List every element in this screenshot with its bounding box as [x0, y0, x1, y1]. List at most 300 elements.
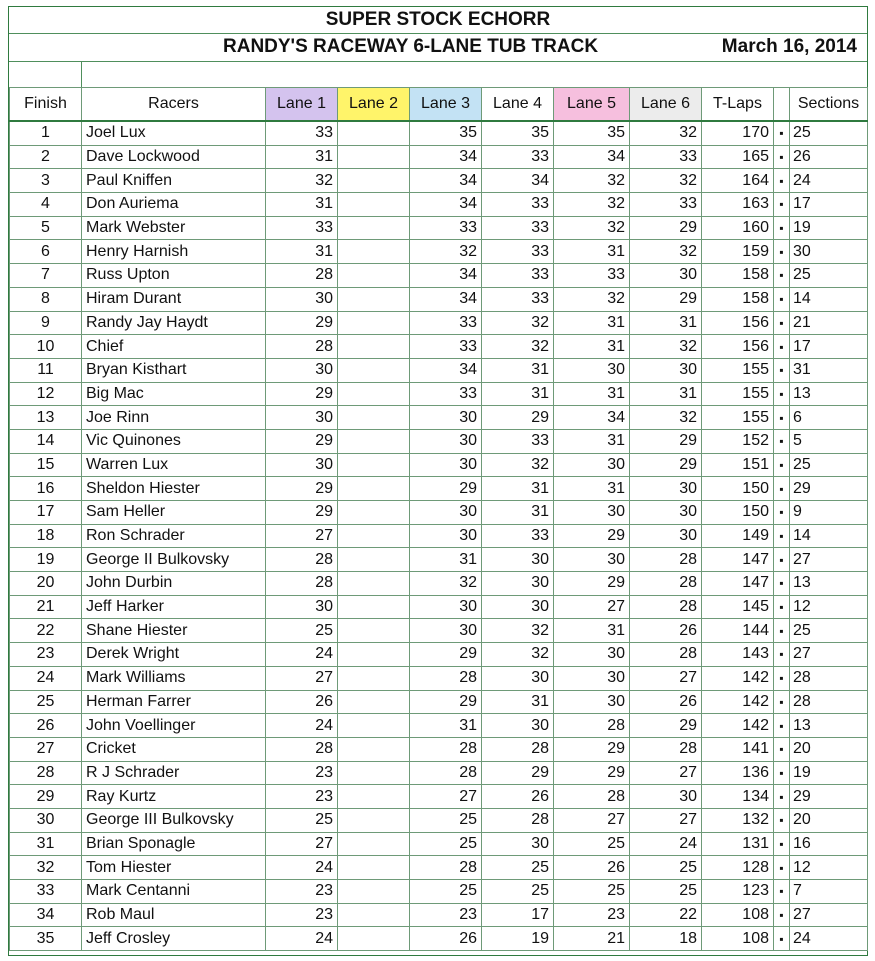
racer-name-cell: George III Bulkovsky [82, 808, 266, 832]
racer-name-cell: Warren Lux [82, 453, 266, 477]
lane-3-cell: 26 [410, 927, 482, 951]
racer-name-cell: Dave Lockwood [82, 145, 266, 169]
table-row [10, 714, 868, 738]
lane-3-cell: 28 [410, 761, 482, 785]
lane-4-cell: 30 [482, 714, 554, 738]
finish-cell: 8 [10, 287, 82, 311]
lane-4-cell: 32 [482, 643, 554, 667]
racer-name-cell: Henry Harnish [82, 240, 266, 264]
lane-5-cell: 30 [554, 643, 630, 667]
racer-name-cell: Big Mac [82, 382, 266, 406]
lane-2-cell [338, 785, 410, 809]
lane-1-cell: 29 [266, 311, 338, 335]
table-row [10, 429, 868, 453]
lane-1-cell: 24 [266, 643, 338, 667]
tlaps-cell: 156 [702, 335, 774, 359]
lane-4-cell: 30 [482, 832, 554, 856]
lane-2-cell [338, 927, 410, 951]
finish-cell: 24 [10, 666, 82, 690]
tlaps-cell: 142 [702, 690, 774, 714]
separator-cell: ▪ [774, 501, 790, 525]
lane-3-cell: 33 [410, 335, 482, 359]
sections-cell: 14 [790, 524, 868, 548]
lane-3-cell: 33 [410, 311, 482, 335]
racer-name-cell: Jeff Harker [82, 595, 266, 619]
lane-5-cell: 30 [554, 548, 630, 572]
racer-name-cell: Derek Wright [82, 643, 266, 667]
tlaps-cell: 170 [702, 121, 774, 145]
sections-cell: 13 [790, 714, 868, 738]
lane-4-cell: 35 [482, 121, 554, 145]
sections-cell: 28 [790, 666, 868, 690]
table-row [10, 619, 868, 643]
racer-name-cell: John Voellinger [82, 714, 266, 738]
spacer-row [9, 61, 867, 88]
lane-1-cell: 25 [266, 808, 338, 832]
finish-cell: 12 [10, 382, 82, 406]
sections-cell: 26 [790, 145, 868, 169]
lane-4-cell: 33 [482, 264, 554, 288]
lane-5-cell: 30 [554, 690, 630, 714]
sections-cell: 12 [790, 595, 868, 619]
separator-cell: ▪ [774, 880, 790, 904]
lane-6-cell: 33 [630, 193, 702, 217]
lane-6-cell: 26 [630, 690, 702, 714]
finish-cell: 32 [10, 856, 82, 880]
table-row [10, 761, 868, 785]
sections-cell: 6 [790, 406, 868, 430]
sections-cell: 13 [790, 572, 868, 596]
sections-cell: 16 [790, 832, 868, 856]
finish-cell: 20 [10, 572, 82, 596]
lane-3-cell: 34 [410, 145, 482, 169]
racer-name-cell: Brian Sponagle [82, 832, 266, 856]
col-lane-6: Lane 6 [630, 88, 702, 122]
separator-cell: ▪ [774, 216, 790, 240]
finish-cell: 31 [10, 832, 82, 856]
separator-cell: ▪ [774, 453, 790, 477]
col-lane-4: Lane 4 [482, 88, 554, 122]
lane-5-cell: 31 [554, 311, 630, 335]
lane-1-cell: 23 [266, 785, 338, 809]
separator-cell: ▪ [774, 619, 790, 643]
lane-3-cell: 28 [410, 856, 482, 880]
sections-cell: 31 [790, 358, 868, 382]
lane-3-cell: 34 [410, 287, 482, 311]
separator-cell: ▪ [774, 406, 790, 430]
lane-2-cell [338, 287, 410, 311]
table-row [10, 548, 868, 572]
sections-cell: 12 [790, 856, 868, 880]
lane-3-cell: 30 [410, 524, 482, 548]
lane-5-cell: 28 [554, 785, 630, 809]
sections-cell: 29 [790, 477, 868, 501]
lane-6-cell: 29 [630, 216, 702, 240]
lane-1-cell: 28 [266, 572, 338, 596]
tlaps-cell: 142 [702, 714, 774, 738]
table-row [10, 193, 868, 217]
racer-name-cell: Hiram Durant [82, 287, 266, 311]
finish-cell: 26 [10, 714, 82, 738]
lane-6-cell: 32 [630, 406, 702, 430]
lane-1-cell: 24 [266, 714, 338, 738]
lane-4-cell: 30 [482, 572, 554, 596]
lane-3-cell: 25 [410, 808, 482, 832]
lane-1-cell: 25 [266, 619, 338, 643]
lane-4-cell: 30 [482, 595, 554, 619]
table-row [10, 287, 868, 311]
lane-2-cell [338, 643, 410, 667]
lane-5-cell: 32 [554, 193, 630, 217]
racer-name-cell: Russ Upton [82, 264, 266, 288]
finish-cell: 6 [10, 240, 82, 264]
results-sheet [8, 6, 868, 956]
results-table [9, 87, 868, 951]
finish-cell: 29 [10, 785, 82, 809]
tlaps-cell: 147 [702, 572, 774, 596]
tlaps-cell: 158 [702, 287, 774, 311]
table-row [10, 240, 868, 264]
lane-5-cell: 31 [554, 335, 630, 359]
tlaps-cell: 150 [702, 477, 774, 501]
lane-5-cell: 25 [554, 832, 630, 856]
lane-1-cell: 30 [266, 406, 338, 430]
lane-2-cell [338, 572, 410, 596]
lane-2-cell [338, 406, 410, 430]
lane-4-cell: 32 [482, 335, 554, 359]
separator-cell: ▪ [774, 382, 790, 406]
lane-3-cell: 34 [410, 358, 482, 382]
lane-5-cell: 30 [554, 501, 630, 525]
lane-1-cell: 27 [266, 524, 338, 548]
lane-4-cell: 29 [482, 406, 554, 430]
separator-cell: ▪ [774, 856, 790, 880]
lane-2-cell [338, 121, 410, 145]
lane-3-cell: 32 [410, 240, 482, 264]
finish-cell: 18 [10, 524, 82, 548]
separator-cell: ▪ [774, 572, 790, 596]
finish-cell: 27 [10, 737, 82, 761]
lane-1-cell: 31 [266, 145, 338, 169]
sections-cell: 25 [790, 264, 868, 288]
tlaps-cell: 108 [702, 927, 774, 951]
table-row [10, 690, 868, 714]
tlaps-cell: 147 [702, 548, 774, 572]
lane-3-cell: 28 [410, 737, 482, 761]
lane-3-cell: 27 [410, 785, 482, 809]
lane-3-cell: 30 [410, 501, 482, 525]
racer-name-cell: George II Bulkovsky [82, 548, 266, 572]
tlaps-cell: 128 [702, 856, 774, 880]
separator-cell: ▪ [774, 524, 790, 548]
lane-1-cell: 30 [266, 287, 338, 311]
lane-4-cell: 33 [482, 216, 554, 240]
table-row [10, 145, 868, 169]
tlaps-cell: 131 [702, 832, 774, 856]
table-row [10, 169, 868, 193]
sections-cell: 13 [790, 382, 868, 406]
table-row [10, 643, 868, 667]
lane-5-cell: 34 [554, 406, 630, 430]
lane-4-cell: 31 [482, 690, 554, 714]
finish-cell: 34 [10, 903, 82, 927]
table-row [10, 595, 868, 619]
lane-3-cell: 29 [410, 690, 482, 714]
lane-1-cell: 30 [266, 453, 338, 477]
tlaps-cell: 155 [702, 382, 774, 406]
lane-4-cell: 26 [482, 785, 554, 809]
lane-2-cell [338, 358, 410, 382]
lane-5-cell: 29 [554, 737, 630, 761]
separator-cell: ▪ [774, 145, 790, 169]
lane-3-cell: 30 [410, 453, 482, 477]
tlaps-cell: 136 [702, 761, 774, 785]
lane-4-cell: 32 [482, 619, 554, 643]
sections-cell: 24 [790, 169, 868, 193]
table-row [10, 927, 868, 951]
lane-6-cell: 31 [630, 382, 702, 406]
tlaps-cell: 163 [702, 193, 774, 217]
finish-cell: 16 [10, 477, 82, 501]
sections-cell: 27 [790, 548, 868, 572]
lane-4-cell: 33 [482, 193, 554, 217]
lane-6-cell: 30 [630, 477, 702, 501]
separator-cell: ▪ [774, 477, 790, 501]
tlaps-cell: 143 [702, 643, 774, 667]
lane-6-cell: 27 [630, 808, 702, 832]
tlaps-cell: 152 [702, 429, 774, 453]
racer-name-cell: Joel Lux [82, 121, 266, 145]
racer-name-cell: Mark Centanni [82, 880, 266, 904]
lane-2-cell [338, 832, 410, 856]
lane-2-cell [338, 477, 410, 501]
lane-2-cell [338, 880, 410, 904]
finish-cell: 22 [10, 619, 82, 643]
finish-cell: 2 [10, 145, 82, 169]
lane-3-cell: 25 [410, 832, 482, 856]
lane-3-cell: 30 [410, 595, 482, 619]
lane-3-cell: 31 [410, 548, 482, 572]
table-row [10, 121, 868, 145]
lane-1-cell: 29 [266, 477, 338, 501]
racer-name-cell: Joe Rinn [82, 406, 266, 430]
tlaps-cell: 155 [702, 358, 774, 382]
lane-6-cell: 30 [630, 524, 702, 548]
race-date: March 16, 2014 [721, 36, 857, 57]
lane-3-cell: 23 [410, 903, 482, 927]
lane-4-cell: 33 [482, 145, 554, 169]
racer-name-cell: Mark Williams [82, 666, 266, 690]
table-row [10, 785, 868, 809]
lane-3-cell: 33 [410, 216, 482, 240]
table-row [10, 358, 868, 382]
tlaps-cell: 132 [702, 808, 774, 832]
racer-name-cell: Don Auriema [82, 193, 266, 217]
lane-1-cell: 29 [266, 501, 338, 525]
separator-cell: ▪ [774, 287, 790, 311]
sections-cell: 24 [790, 927, 868, 951]
lane-6-cell: 30 [630, 501, 702, 525]
table-row [10, 524, 868, 548]
separator-cell: ▪ [774, 690, 790, 714]
lane-6-cell: 30 [630, 785, 702, 809]
lane-2-cell [338, 240, 410, 264]
lane-3-cell: 34 [410, 193, 482, 217]
racer-name-cell: Ron Schrader [82, 524, 266, 548]
lane-5-cell: 30 [554, 358, 630, 382]
lane-4-cell: 30 [482, 666, 554, 690]
lane-2-cell [338, 311, 410, 335]
separator-cell: ▪ [774, 311, 790, 335]
lane-2-cell [338, 524, 410, 548]
lane-2-cell [338, 903, 410, 927]
lane-1-cell: 28 [266, 548, 338, 572]
lane-6-cell: 32 [630, 335, 702, 359]
tlaps-cell: 149 [702, 524, 774, 548]
separator-cell: ▪ [774, 193, 790, 217]
finish-cell: 15 [10, 453, 82, 477]
lane-4-cell: 19 [482, 927, 554, 951]
sections-cell: 17 [790, 335, 868, 359]
tlaps-cell: 164 [702, 169, 774, 193]
sections-cell: 20 [790, 808, 868, 832]
finish-cell: 10 [10, 335, 82, 359]
col-racers: Racers [82, 88, 266, 122]
lane-3-cell: 30 [410, 406, 482, 430]
table-row [10, 666, 868, 690]
spacer-divider [81, 61, 82, 87]
racer-name-cell: R J Schrader [82, 761, 266, 785]
lane-6-cell: 28 [630, 737, 702, 761]
sections-cell: 28 [790, 690, 868, 714]
lane-4-cell: 33 [482, 429, 554, 453]
lane-3-cell: 33 [410, 382, 482, 406]
lane-6-cell: 29 [630, 287, 702, 311]
lane-5-cell: 32 [554, 216, 630, 240]
racer-name-cell: Bryan Kisthart [82, 358, 266, 382]
lane-2-cell [338, 429, 410, 453]
separator-cell: ▪ [774, 714, 790, 738]
lane-3-cell: 25 [410, 880, 482, 904]
separator-cell: ▪ [774, 785, 790, 809]
col-finish: Finish [10, 88, 82, 122]
sections-cell: 25 [790, 453, 868, 477]
lane-4-cell: 17 [482, 903, 554, 927]
separator-cell: ▪ [774, 121, 790, 145]
lane-1-cell: 33 [266, 216, 338, 240]
tlaps-cell: 159 [702, 240, 774, 264]
lane-6-cell: 30 [630, 358, 702, 382]
lane-6-cell: 29 [630, 714, 702, 738]
lane-4-cell: 31 [482, 358, 554, 382]
lane-2-cell [338, 619, 410, 643]
table-row [10, 311, 868, 335]
table-row [10, 453, 868, 477]
lane-5-cell: 34 [554, 145, 630, 169]
table-row [10, 216, 868, 240]
lane-1-cell: 23 [266, 761, 338, 785]
tlaps-cell: 108 [702, 903, 774, 927]
racer-name-cell: Sheldon Hiester [82, 477, 266, 501]
sections-cell: 30 [790, 240, 868, 264]
lane-1-cell: 29 [266, 429, 338, 453]
lane-6-cell: 29 [630, 453, 702, 477]
lane-6-cell: 27 [630, 666, 702, 690]
separator-cell: ▪ [774, 643, 790, 667]
lane-5-cell: 23 [554, 903, 630, 927]
lane-2-cell [338, 216, 410, 240]
lane-5-cell: 27 [554, 808, 630, 832]
lane-1-cell: 27 [266, 832, 338, 856]
lane-4-cell: 31 [482, 477, 554, 501]
lane-2-cell [338, 690, 410, 714]
lane-3-cell: 28 [410, 666, 482, 690]
lane-2-cell [338, 808, 410, 832]
finish-cell: 14 [10, 429, 82, 453]
tlaps-cell: 155 [702, 406, 774, 430]
sections-cell: 27 [790, 903, 868, 927]
tlaps-cell: 142 [702, 666, 774, 690]
lane-4-cell: 25 [482, 880, 554, 904]
separator-cell: ▪ [774, 737, 790, 761]
separator-cell: ▪ [774, 264, 790, 288]
racer-name-cell: Cricket [82, 737, 266, 761]
col-separator [774, 88, 790, 122]
lane-5-cell: 27 [554, 595, 630, 619]
sections-cell: 27 [790, 643, 868, 667]
lane-2-cell [338, 548, 410, 572]
lane-6-cell: 31 [630, 311, 702, 335]
sections-cell: 14 [790, 287, 868, 311]
lane-4-cell: 28 [482, 808, 554, 832]
table-row [10, 880, 868, 904]
separator-cell: ▪ [774, 832, 790, 856]
table-row [10, 264, 868, 288]
lane-5-cell: 31 [554, 240, 630, 264]
racer-name-cell: Paul Kniffen [82, 169, 266, 193]
sections-cell: 19 [790, 216, 868, 240]
lane-1-cell: 28 [266, 737, 338, 761]
finish-cell: 23 [10, 643, 82, 667]
lane-6-cell: 25 [630, 856, 702, 880]
lane-3-cell: 30 [410, 429, 482, 453]
separator-cell: ▪ [774, 595, 790, 619]
table-row [10, 572, 868, 596]
lane-1-cell: 30 [266, 358, 338, 382]
lane-5-cell: 31 [554, 619, 630, 643]
lane-1-cell: 24 [266, 927, 338, 951]
finish-cell: 35 [10, 927, 82, 951]
lane-6-cell: 32 [630, 169, 702, 193]
table-row [10, 501, 868, 525]
lane-5-cell: 29 [554, 572, 630, 596]
tlaps-cell: 123 [702, 880, 774, 904]
lane-6-cell: 28 [630, 572, 702, 596]
tlaps-cell: 141 [702, 737, 774, 761]
lane-6-cell: 28 [630, 548, 702, 572]
lane-2-cell [338, 453, 410, 477]
lane-2-cell [338, 382, 410, 406]
col-lane-3: Lane 3 [410, 88, 482, 122]
lane-5-cell: 26 [554, 856, 630, 880]
lane-4-cell: 32 [482, 311, 554, 335]
lane-1-cell: 23 [266, 880, 338, 904]
lane-3-cell: 35 [410, 121, 482, 145]
col-lane-1: Lane 1 [266, 88, 338, 122]
separator-cell: ▪ [774, 927, 790, 951]
lane-4-cell: 29 [482, 761, 554, 785]
lane-6-cell: 24 [630, 832, 702, 856]
